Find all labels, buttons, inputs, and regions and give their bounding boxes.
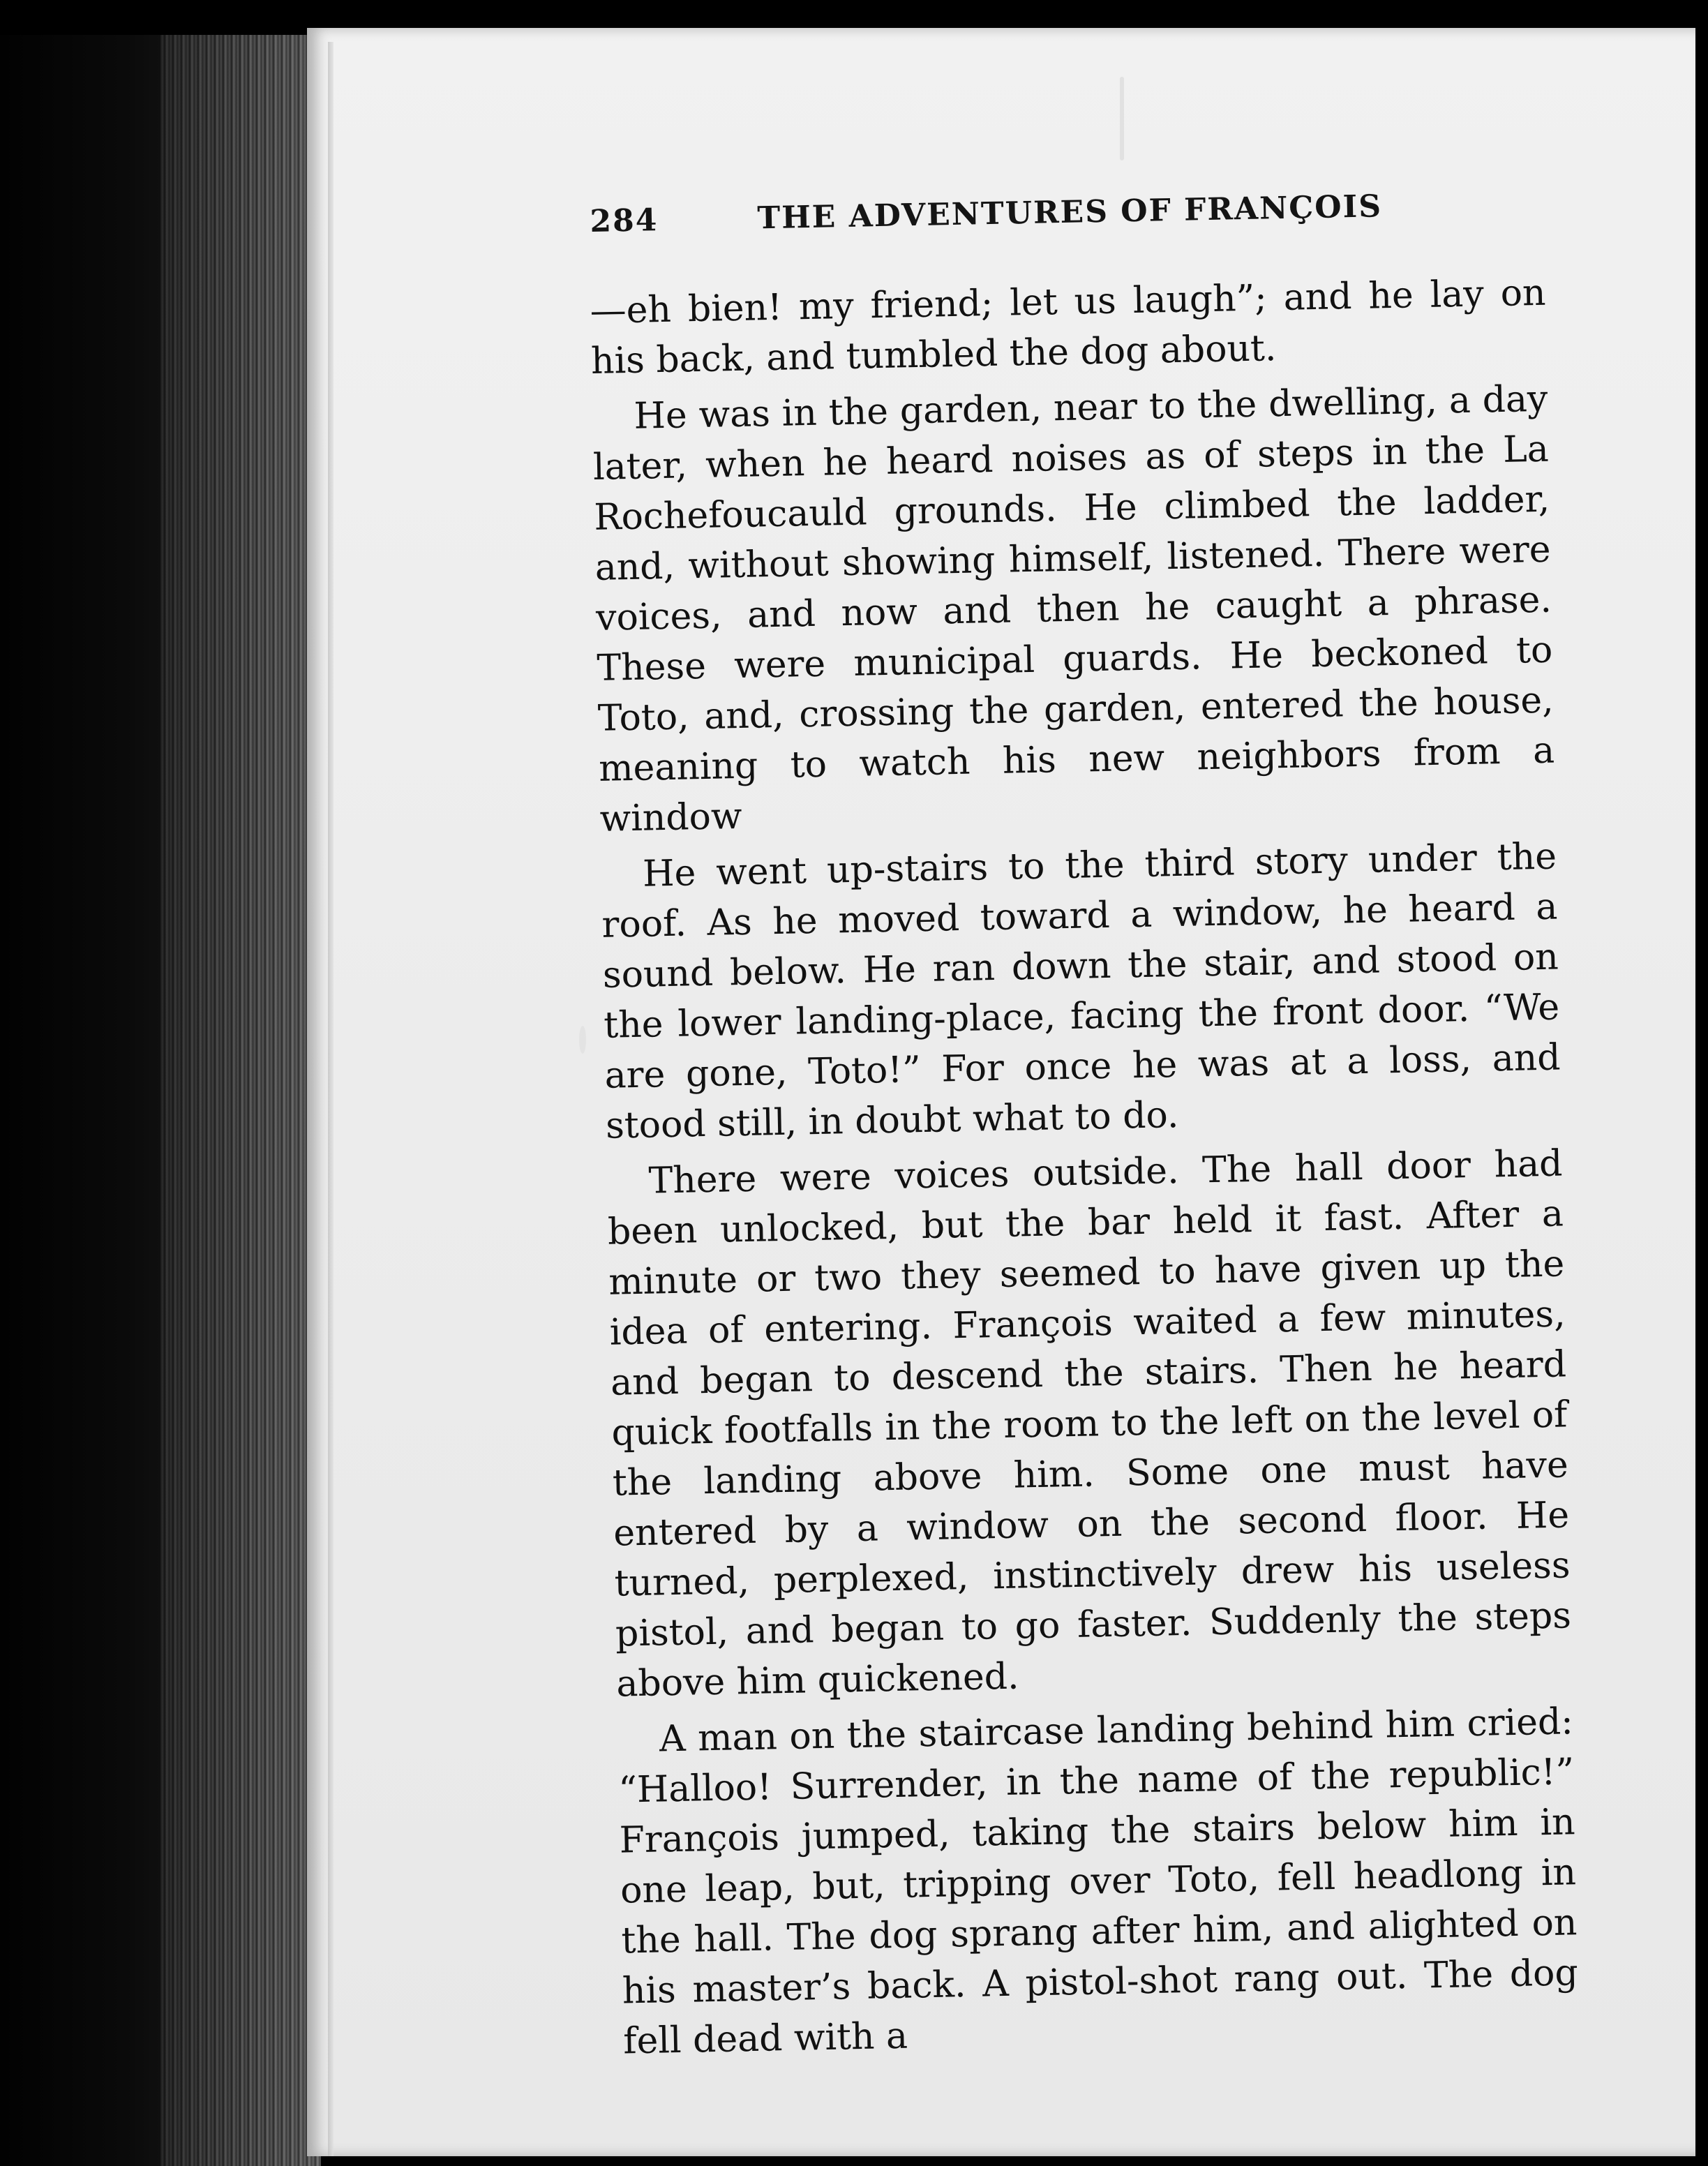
page-number: 284 <box>590 202 659 239</box>
paragraph: —eh bien! my friend; let us laugh”; and he lay on his back, and tumbled the dog about. <box>590 271 1547 382</box>
paper-mark <box>579 1026 586 1054</box>
body-text <box>590 268 1580 2067</box>
running-title: THE ADVENTURES OF FRANÇOIS <box>756 188 1383 237</box>
paragraph: There were voices outside. The hall door had been unlocked, but the bar held it fast. After a minute or two they seemed to have given up the idea of entering. François waited a few minutes, and began to descend the stairs. Then he heard quick footfalls in the room to the left on the level of the landing above him. Some one must have entered by a window on the second floor. He turned, perplexed, instinctively drew his useless pistol, and began to go faster. Suddenly the steps above him quickened. <box>607 1142 1572 1705</box>
page-inner-edge <box>328 42 334 2156</box>
paragraph: He was in the garden, near to the dwelling, a day later, when he heard noises as of steps in the La Rochefoucauld grounds. He climbed the ladder, and, without showing himself, listened. There were voices, and now and then he caught a phrase. These were municipal guards. He beckoned to Toto, and, crossing the garden, entered the house, meaning to watch his new neighbors from a window <box>592 378 1555 840</box>
paragraph: He went up-stairs to the third story under the roof. As he moved toward a window, he heard a sound below. He ran down the stair, and stood on the lower landing-place, facing the front door. “We are gone, Toto!” For once he was at a loss, and stood still, in doubt what to do. <box>601 835 1561 1147</box>
paper-mark <box>1120 77 1124 160</box>
paragraph: A man on the staircase landing behind him cried: “Halloo! Surrender, in the name of the republic!” François jumped, taking the stairs below him in one leap, but, tripping over Toto, fell headlong in the hall. The dog sprang after him, and alighted on his master’s back. A pistol-shot rang out. The dog fell dead with a <box>617 1701 1579 2063</box>
page-edges-shadow <box>160 0 321 2166</box>
